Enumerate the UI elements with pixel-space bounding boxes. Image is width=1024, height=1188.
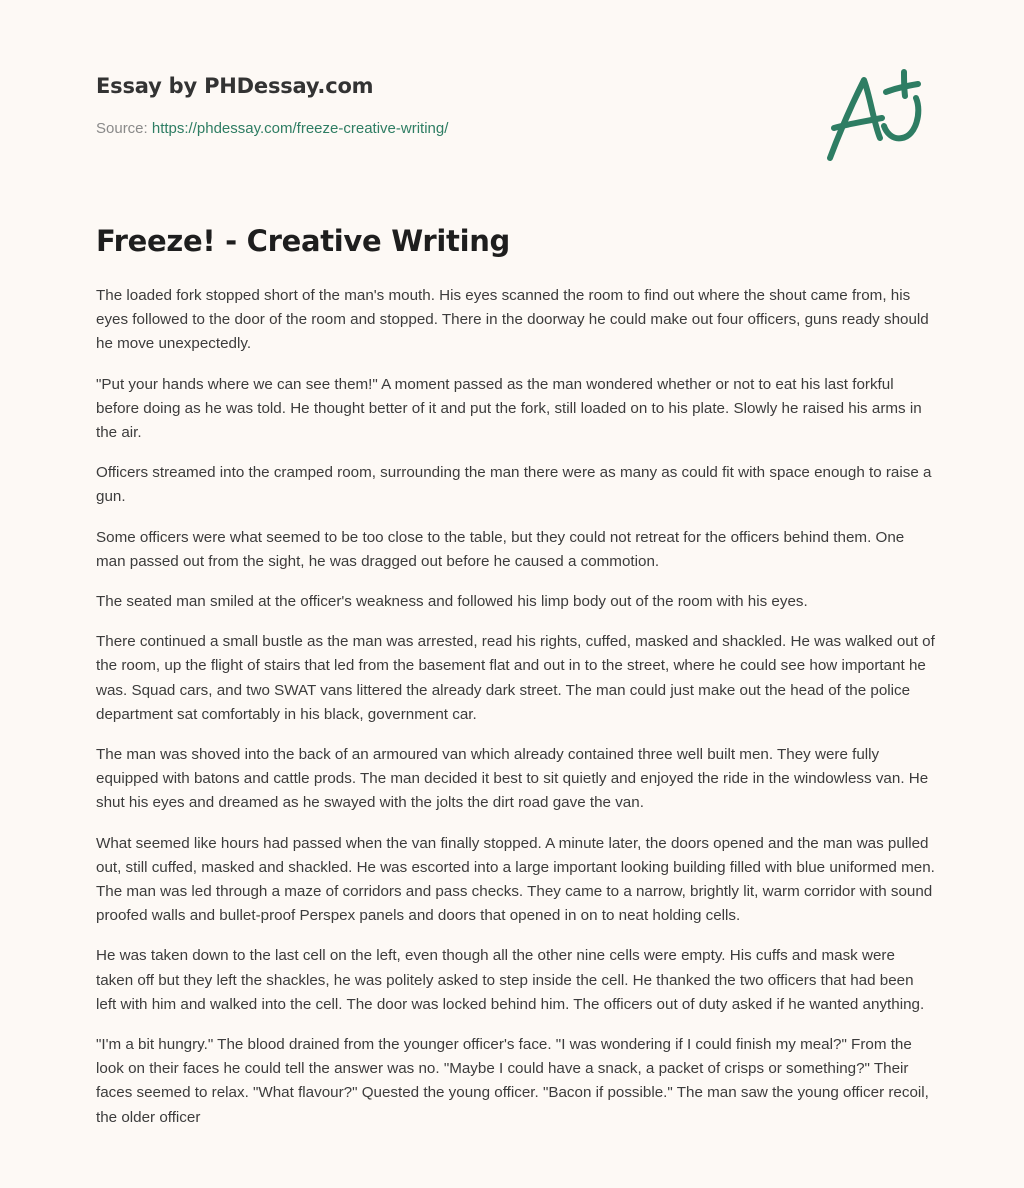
essay-paragraph: The seated man smiled at the officer's weakness and followed his limp body out of the room with his eyes. [96, 593, 808, 611]
site-brand: Essay by PHDessay.com [96, 74, 374, 98]
essay-paragraph: "Put your hands where we can see them!" A moment passed as the man wondered whether or not to eat his last forkful before doing as he was told. He thought better of it and put the fork, still loaded on to his plate. Slowly he raised his arms in the air. [96, 375, 922, 442]
source-label: Source: [96, 120, 152, 137]
page-header [96, 74, 448, 137]
a-plus-grade-icon [822, 66, 932, 166]
essay-paragraph: Some officers were what seemed to be too close to the table, but they could not retreat for the officers behind them. One man passed out from the sight, he was dragged out before he caused a commotion. [96, 528, 905, 570]
essay-title: Freeze! - Creative Writing [96, 224, 511, 258]
essay-paragraph: There continued a small bustle as the man was arrested, read his rights, cuffed, masked and shackled. He was walked out of the room, up the flight of stairs that led from the basement flat and out in to the street, where he could see how important he was. Squad cars, and two SWAT vans littered the already dark street. The man could just make out the head of the police department sat comfortably in his black, government car. [96, 633, 935, 723]
essay-paragraph: The man was shoved into the back of an armoured van which already contained three well built men. They were fully equipped with batons and cattle prods. The man decided it best to sit quietly and enjoyed the ride in the windowless van. He shut his eyes and dreamed as he swayed with the jolts the dirt road gave the van. [96, 746, 929, 812]
source-link[interactable]: https://phdessay.com/freeze-creative-writing/ [151, 120, 449, 137]
source-line [96, 120, 448, 137]
essay-paragraph: He was taken down to the last cell on the left, even though all the other nine cells were empty. His cuffs and mask were taken off but they left the shackles, he was politely asked to step inside the cell. He thanked the two officers that had been left with him and walked into the cell. The door was locked behind him. The officers out of duty asked if he wanted anything. [96, 947, 925, 1013]
essay-paragraph: "I'm a bit hungry." The blood drained from the younger officer's face. "I was wondering if I could finish my meal?" From the look on their faces he could tell the answer was no. "Maybe I could have a snack, a packet of crisps or something?" Their faces seemed to relax. "What flavour?" Quested the young officer. "Bacon if possible." The man saw the young officer recoil, the older officer [96, 1036, 929, 1126]
essay-body [96, 284, 936, 1146]
essay-paragraph: Officers streamed into the cramped room, surrounding the man there were as many as could fit with space enough to raise a gun. [96, 464, 932, 506]
essay-paragraph: The loaded fork stopped short of the man's mouth. His eyes scanned the room to find out where the shout came from, his eyes followed to the door of the room and stopped. There in the doorway he could make out four officers, guns ready should he move unexpectedly. [96, 287, 929, 353]
essay-paragraph: What seemed like hours had passed when the van finally stopped. A minute later, the doors opened and the man was pulled out, still cuffed, masked and shackled. He was escorted into a large important looking building filled with blue uniformed men. The man was led through a maze of corridors and pass checks. They came to a narrow, brightly lit, warm corridor with sound proofed walls and bullet-proof Perspex panels and doors that opened in on to neat holding cells. [96, 834, 935, 925]
